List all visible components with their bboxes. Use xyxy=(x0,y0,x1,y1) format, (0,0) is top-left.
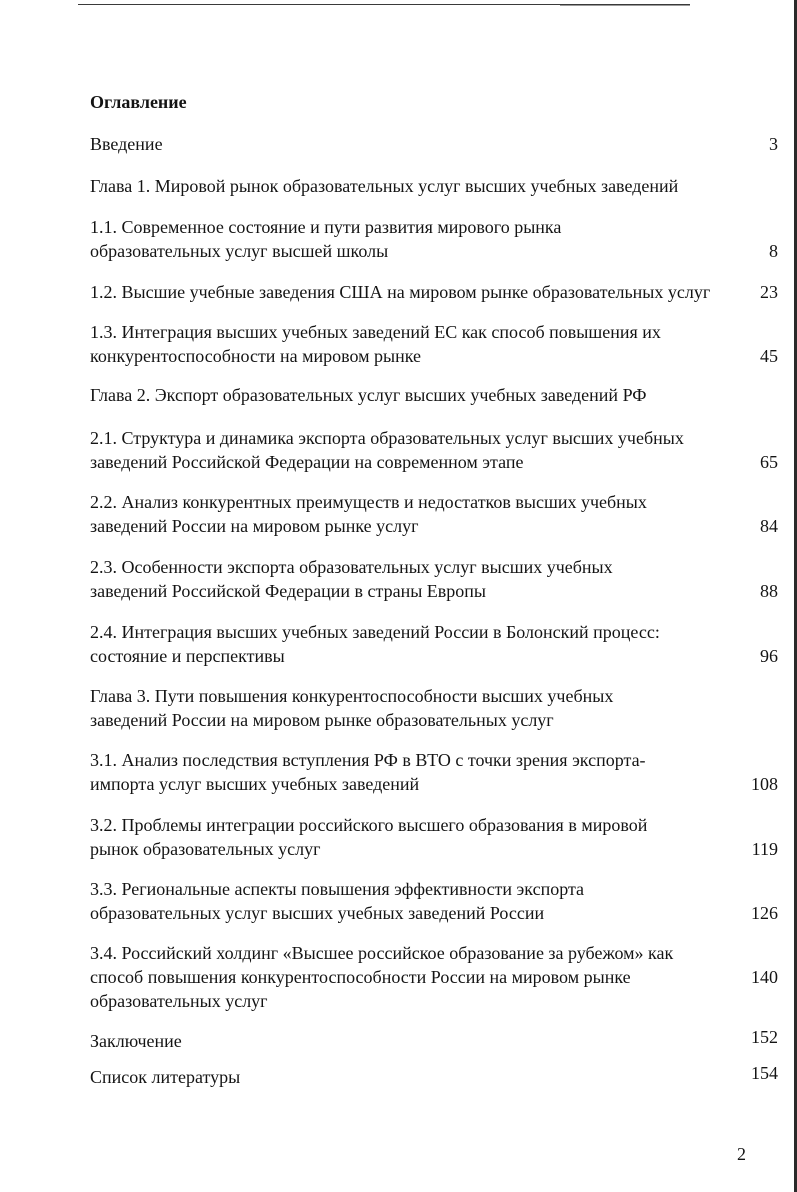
toc-entry xyxy=(90,1065,778,1089)
toc-entry-line: Глава 3. Пути повышения конкурентоспособности высших учебных xyxy=(90,686,614,706)
toc-entry-page: 126 xyxy=(751,903,778,923)
toc-entry-line: Глава 1. Мировой рынок образовательных услуг высших учебных заведений xyxy=(90,176,679,196)
toc-entry-line: 3.3. Региональные аспекты повышения эффективности экспорта xyxy=(90,879,585,899)
toc-entry-line: рынок образовательных услуг xyxy=(90,839,321,859)
toc-entry xyxy=(90,941,778,1013)
toc-entry-text xyxy=(90,490,740,538)
toc-entry-line: 3.4. Российский холдинг «Высшее российское образование за рубежом» как xyxy=(90,943,674,963)
toc-entry-line: Введение xyxy=(90,134,163,154)
toc-entry-line: 1.3. Интеграция высших учебных заведений ЕС как способ повышения их xyxy=(90,322,661,342)
toc-entry-line: образовательных услуг высшей школы xyxy=(90,241,389,261)
toc-entry-line: 2.1. Структура и динамика экспорта образовательных услуг высших учебных xyxy=(90,428,684,448)
page-number: 2 xyxy=(737,1144,746,1164)
toc-entry xyxy=(90,280,778,304)
toc-entry-text xyxy=(90,555,740,603)
toc-entry-line: заведений Российской Федерации в страны Европы xyxy=(90,581,487,601)
toc-entry-line: заведений Российской Федерации на современном этапе xyxy=(90,452,524,472)
toc-entry xyxy=(90,813,778,861)
toc-entry-line: 2.3. Особенности экспорта образовательных услуг высших учебных xyxy=(90,557,613,577)
toc-entry xyxy=(90,620,778,668)
toc-entry-text xyxy=(90,132,740,156)
toc-entry-line: способ повышения конкурентоспособности России на мировом рынке xyxy=(90,967,631,987)
toc-entry-line: 3.2. Проблемы интеграции российского высшего образования в мировой xyxy=(90,815,648,835)
toc-entry xyxy=(90,426,778,474)
toc-entry-page: 65 xyxy=(760,452,778,472)
toc-entry-page: 154 xyxy=(751,1063,778,1083)
toc-entry-text xyxy=(90,383,740,407)
toc-entry-page: 88 xyxy=(760,581,778,601)
toc-entry xyxy=(90,174,778,198)
toc-entry-text xyxy=(90,426,740,474)
toc-entry-text xyxy=(90,174,740,198)
toc-entry-line: 2.4. Интеграция высших учебных заведений России в Болонский процесс: xyxy=(90,622,660,642)
toc-entry-page: 152 xyxy=(751,1027,778,1047)
toc-entry xyxy=(90,555,778,603)
toc-entry-text xyxy=(90,280,740,304)
toc-entry-text xyxy=(90,941,740,1013)
toc-entry xyxy=(90,320,778,368)
toc-entry-line: 1.1. Современное состояние и пути развития мирового рынка xyxy=(90,217,562,237)
toc-entry-text xyxy=(90,215,740,263)
toc-entry-line: образовательных услуг xyxy=(90,991,268,1011)
toc-entry-line: Список литературы xyxy=(90,1067,241,1087)
toc-title: Оглавление xyxy=(90,92,187,112)
toc-entry-text xyxy=(90,877,740,925)
toc-entry xyxy=(90,490,778,538)
toc-entry xyxy=(90,684,778,732)
toc-entry-page: 3 xyxy=(769,134,778,154)
toc-entry-line: заведений России на мировом рынке услуг xyxy=(90,516,419,536)
toc-entry-line: 1.2. Высшие учебные заведения США на мировом рынке образовательных услуг xyxy=(90,282,711,302)
toc-entry-page: 96 xyxy=(760,646,778,666)
toc-entry-line: Заключение xyxy=(90,1031,182,1051)
toc-entry-page: 119 xyxy=(751,839,778,859)
toc-entry-text xyxy=(90,1029,740,1053)
toc-entry-page: 108 xyxy=(751,774,778,794)
toc-entry-line: Глава 2. Экспорт образовательных услуг высших учебных заведений РФ xyxy=(90,385,647,405)
toc-entry-line: образовательных услуг высших учебных заведений России xyxy=(90,903,545,923)
toc-entry-page: 23 xyxy=(760,282,778,302)
toc-entry-text xyxy=(90,684,740,732)
toc-entry-text xyxy=(90,620,740,668)
toc-entry xyxy=(90,383,778,407)
toc-entry-page: 45 xyxy=(760,346,778,366)
toc-entry xyxy=(90,1029,778,1053)
toc-entry-page: 8 xyxy=(769,241,778,261)
top-rule-faint xyxy=(560,5,690,6)
toc-entry xyxy=(90,748,778,796)
toc-entry-page: 140 xyxy=(751,967,778,987)
toc-entry-text xyxy=(90,1065,740,1089)
toc-entry-line: состояние и перспективы xyxy=(90,646,285,666)
toc-entry xyxy=(90,215,778,263)
toc-entry-line: 2.2. Анализ конкурентных преимуществ и недостатков высших учебных xyxy=(90,492,647,512)
toc-entry-page: 84 xyxy=(760,516,778,536)
toc-entry-text xyxy=(90,748,740,796)
toc-entry-text xyxy=(90,320,740,368)
toc-entry-line: заведений России на мировом рынке образовательных услуг xyxy=(90,710,554,730)
toc-entry xyxy=(90,877,778,925)
toc-entry xyxy=(90,132,778,156)
toc-entry-line: 3.1. Анализ последствия вступления РФ в ВТО с точки зрения экспорта- xyxy=(90,750,646,770)
toc-entry-line: импорта услуг высших учебных заведений xyxy=(90,774,420,794)
toc-entry-text xyxy=(90,813,740,861)
toc-entry-line: конкурентоспособности на мировом рынке xyxy=(90,346,422,366)
